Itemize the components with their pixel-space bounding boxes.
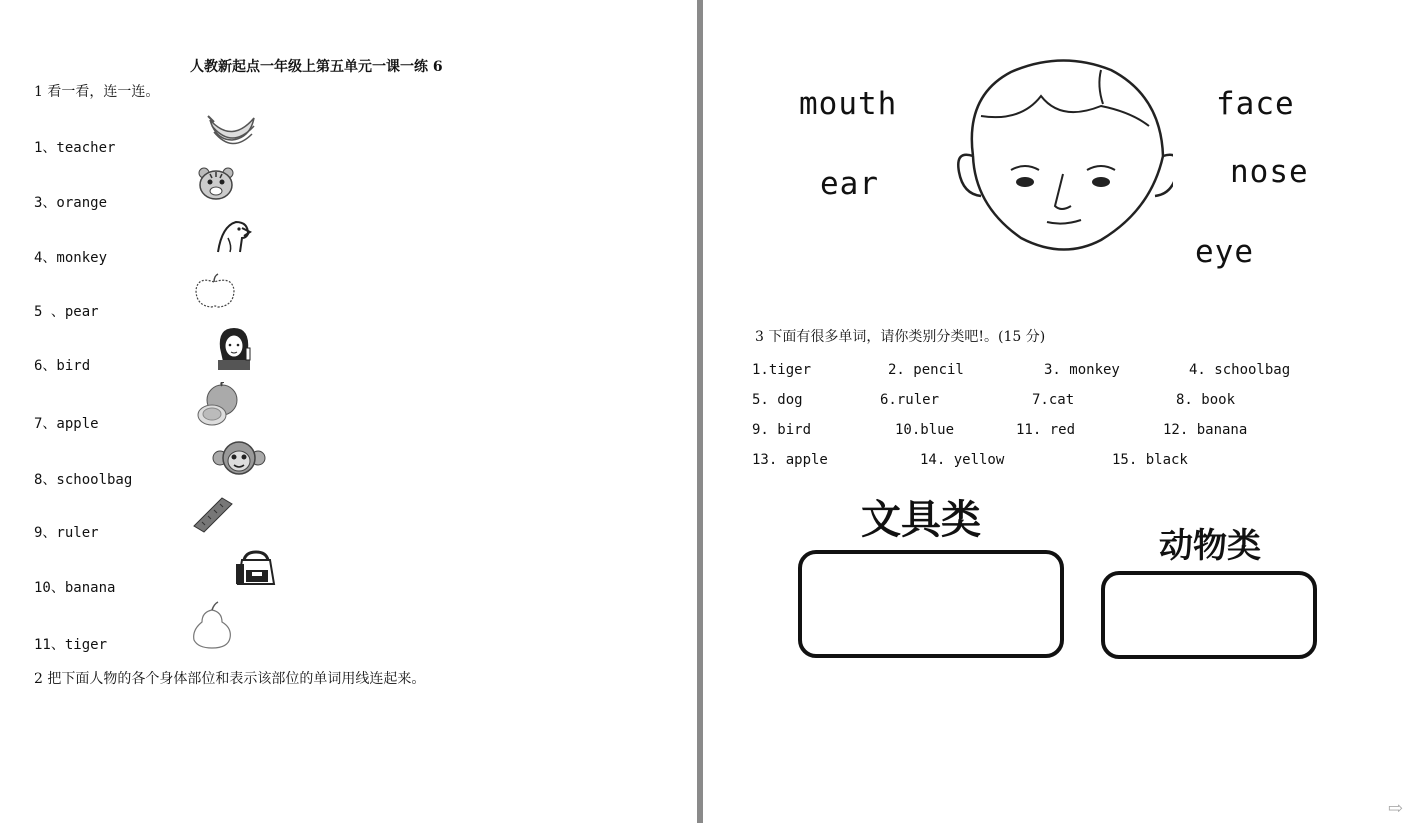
right-page [703, 0, 1411, 823]
word-14: 14. yellow [920, 452, 1005, 468]
word-9: 9. bird [752, 422, 812, 438]
left-page [0, 0, 697, 823]
match-item-pear: 5 、pear [34, 304, 99, 320]
match-item-ruler: 9、ruler [34, 525, 99, 541]
match-item-orange: 3、orange [34, 195, 108, 211]
bird-icon [212, 218, 252, 256]
boy-face-drawing [951, 56, 1173, 260]
word-2: 2. pencil [888, 362, 964, 378]
word-11: 11. red [1016, 422, 1076, 438]
category-animals-title: 动物类 [1159, 526, 1261, 566]
match-item-apple: 7、apple [34, 416, 99, 432]
word-3: 3. monkey [1044, 362, 1120, 378]
tiger-icon [196, 166, 236, 202]
word-ear: ear [820, 166, 879, 202]
ruler-icon [192, 496, 234, 536]
word-mouth: mouth [799, 86, 898, 122]
pear-icon [188, 600, 236, 650]
teacher-icon [212, 326, 256, 370]
word-10: 10.blue [895, 422, 955, 438]
next-page-arrow-icon[interactable]: ⇨ [1387, 798, 1403, 819]
word-12: 12. banana [1163, 422, 1248, 438]
question-3: 3 下面有很多单词，请你类别分类吧!。(15 分) [755, 329, 1046, 345]
word-1: 1.tiger [752, 362, 812, 378]
word-face: face [1216, 86, 1295, 122]
page-title: 人教新起点一年级上第五单元一课一练 6 [190, 59, 443, 75]
orange-icon [196, 382, 244, 428]
question-2: 2 把下面人物的各个身体部位和表示该部位的单词用线连起来。 [34, 671, 426, 687]
match-item-schoolbag: 8、schoolbag [34, 472, 133, 488]
match-item-tiger: 11、tiger [34, 637, 108, 653]
word-15: 15. black [1112, 452, 1188, 468]
match-item-banana: 10、banana [34, 580, 116, 596]
word-nose: nose [1230, 154, 1309, 190]
category-stationery-title: 文具类 [861, 497, 981, 543]
word-6: 6.ruler [880, 392, 940, 408]
apple-icon [192, 272, 238, 310]
match-item-monkey: 4、monkey [34, 250, 108, 266]
word-7: 7.cat [1032, 392, 1075, 408]
animals-answer-box[interactable] [1101, 571, 1317, 659]
match-item-teacher: 1、teacher [34, 140, 116, 156]
word-5: 5. dog [752, 392, 803, 408]
word-13: 13. apple [752, 452, 828, 468]
word-8: 8. book [1176, 392, 1236, 408]
question-1: 1 看一看，连一连。 [34, 84, 160, 100]
banana-icon [206, 110, 258, 150]
match-item-bird: 6、bird [34, 358, 91, 374]
word-eye: eye [1195, 234, 1254, 270]
word-4: 4. schoolbag [1189, 362, 1291, 378]
stationery-answer-box[interactable] [798, 550, 1064, 658]
monkey-icon [212, 440, 266, 476]
schoolbag-icon [232, 550, 280, 590]
